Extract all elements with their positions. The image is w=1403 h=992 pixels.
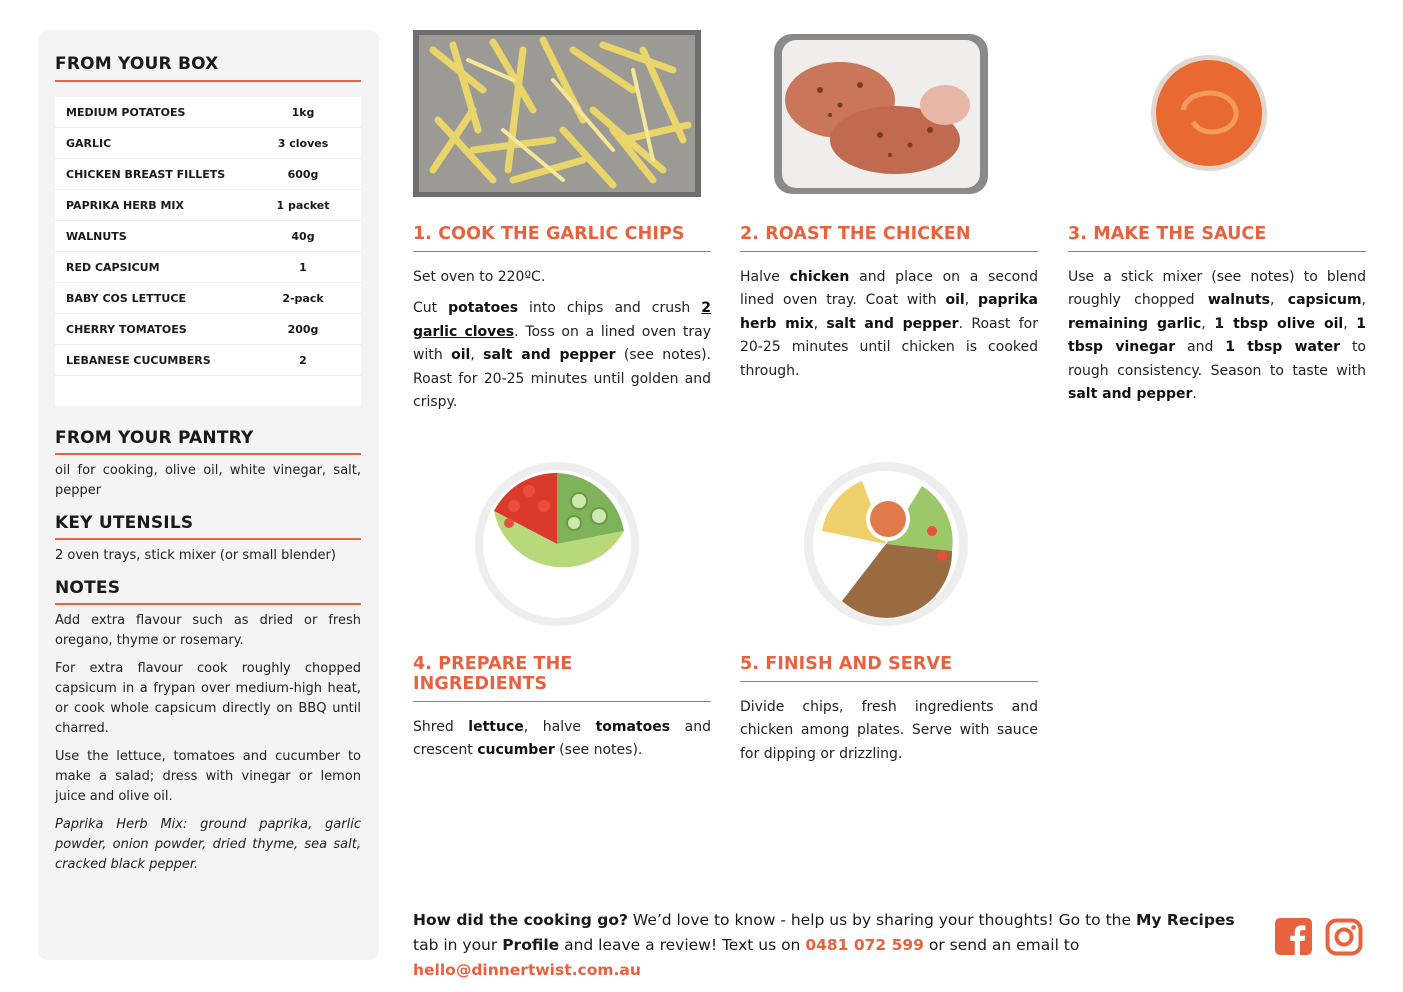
table-row [55,128,361,159]
text-run: Cut [413,300,449,317]
notes-heading: NOTES [55,578,361,605]
footer-text: tab in your [413,936,503,954]
phone-link[interactable]: 0481 072 599 [805,936,924,954]
table-spacer [55,376,361,406]
step-text [413,716,711,763]
feedback-footer [413,908,1263,983]
text-run: . Roast for 20-25 minutes until chicken is cooked through. [740,315,1038,379]
ingredient-highlight: walnuts [1207,292,1271,309]
table-row [55,252,361,283]
ingredient-name: WALNUTS [66,229,127,243]
step-prepare-ingredients [413,654,711,771]
table-row [55,283,361,314]
step-cook-garlic-chips [413,224,711,422]
ingredient-highlight: chicken [789,269,850,285]
pantry-text [55,461,361,501]
ingredients-sidebar [38,30,379,960]
step-make-sauce [1068,224,1366,414]
step-body [413,716,711,763]
salad-plate-photo [474,461,640,627]
instagram-icon[interactable] [1325,918,1363,956]
ingredient-highlight: tomatoes [595,719,671,735]
note-item: Paprika Herb Mix: ground paprika, garlic powder, onion powder, dried thyme, sea salt, cracked black pepper. [55,817,361,872]
ingredient-highlight: oil [451,347,471,364]
text-run: . Toss on a lined oven tray with [413,323,711,364]
text-run: Shred [413,719,469,735]
ingredient-qty: 2 [299,353,307,367]
step-title: 3. MAKE THE SAUCE [1068,224,1366,252]
step-text: Divide chips, fresh ingredients and chicken among plates. Serve with sauce for dipping or drizzling. [740,699,1038,762]
text-run: into chips and crush [518,300,702,317]
ingredient-highlight: capsicum [1287,292,1362,309]
finished-plate-photo [802,461,970,627]
text-run: , [813,315,827,332]
ingredient-qty: 1kg [291,105,315,119]
text-run: , halve [523,719,596,735]
text-run: and place on a second lined oven tray. Coat with [740,269,1038,309]
text-run: and [1175,339,1226,356]
text-run: , [1361,292,1366,309]
utensils-heading: KEY UTENSILS [55,513,361,540]
step-title: 4. PREPARE THE INGREDIENTS [413,654,711,702]
ingredient-highlight: 2 garlic cloves [413,300,711,340]
text-run: . [1192,386,1197,403]
facebook-icon[interactable] [1275,918,1312,955]
footer-question: How did the cooking go? [413,911,628,929]
step-text [413,297,711,414]
ingredient-qty: 3 cloves [277,136,329,150]
text-run: , [1343,315,1357,332]
ingredient-highlight: potatoes [448,300,519,317]
ingredient-name: RED CAPSICUM [66,260,160,274]
utensils-text [55,546,361,566]
ingredient-highlight: cucumber [477,742,555,759]
sauce-bowl-photo [1148,52,1270,174]
text-run: , [1201,315,1215,332]
notes-section [55,578,361,875]
ingredient-qty: 2-pack [282,291,324,305]
step-title: 5. FINISH AND SERVE [740,654,1038,682]
step-title: 2. ROAST THE CHICKEN [740,224,1038,252]
footer-text: We’d love to know - help us by sharing your thoughts! Go to the [627,911,1136,929]
note-item: Add extra flavour such as dried or fresh oregano, thyme or rosemary. [55,613,361,648]
text-run: , [964,292,979,309]
table-row [55,221,361,252]
ingredient-highlight: salt and pepper [483,347,616,364]
table-row [55,345,361,376]
roast-chicken-photo [770,30,992,197]
ingredient-name: GARLIC [66,136,112,150]
ingredient-name: BABY COS LETTUCE [66,291,186,305]
table-row [55,159,361,190]
text-run: to rough consistency. Season to taste with [1068,339,1366,379]
ingredient-highlight: 1 tbsp olive oil [1214,315,1344,332]
ingredient-highlight: oil [945,292,965,309]
step-title: 1. COOK THE GARLIC CHIPS [413,224,711,252]
ingredient-name: CHERRY TOMATOES [66,322,187,336]
ingredient-qty: 40g [291,229,315,243]
my-recipes-label: My Recipes [1135,911,1235,929]
ingredient-highlight: remaining garlic [1068,315,1202,332]
ingredient-highlight: paprika herb mix [740,292,1038,332]
note-item: For extra flavour cook roughly chopped capsicum in a frypan over medium-high heat, or cook whole capsicum directly on BBQ until charred. [55,661,361,736]
ingredient-name: MEDIUM POTATOES [66,105,186,119]
profile-label: Profile [502,936,560,954]
ingredient-highlight: salt and pepper [826,315,959,332]
table-row [55,314,361,345]
table-row [55,190,361,221]
step-text: Set oven to 220ºC. [413,269,546,285]
note-item: Use the lettuce, tomatoes and cucumber to make a salad; dress with vinegar or lemon juice and olive oil. [55,749,361,804]
step-body [413,266,711,414]
garlic-chips-photo [413,30,701,197]
text-run: , [1270,292,1288,309]
box-heading: FROM YOUR BOX [55,54,361,82]
ingredient-qty: 600g [287,167,319,181]
ingredient-highlight: lettuce [468,719,524,735]
step-body [740,266,1038,383]
ingredient-highlight: 1 tbsp water [1225,339,1341,356]
ingredient-qty: 1 [299,260,307,274]
table-row [55,97,361,128]
utensils-section [55,513,361,566]
step-body [1068,266,1366,406]
notes-text [55,611,361,875]
ingredient-highlight: salt and pepper [1068,386,1193,403]
pantry-heading: FROM YOUR PANTRY [55,428,361,455]
step-body [740,696,1038,766]
footer-text: or send an email to [923,936,1080,954]
ingredient-name: LEBANESE CUCUMBERS [66,353,211,367]
utensils-text-line: 2 oven trays, stick mixer (or small blender) [55,548,336,563]
step-text [1068,266,1366,406]
text-run: Use a stick mixer (see notes) to blend roughly chopped [1068,269,1366,309]
ingredient-qty: 1 packet [276,198,330,212]
email-link[interactable]: hello@dinnertwist.com.au [413,961,641,979]
ingredients-table [55,97,361,406]
ingredient-highlight: 1 tbsp vinegar [1068,315,1367,356]
ingredient-name: CHICKEN BREAST FILLETS [66,167,226,181]
step-roast-chicken [740,224,1038,391]
ingredient-name: PAPRIKA HERB MIX [66,198,184,212]
text-run: (see notes). Roast for 20-25 minutes until golden and crispy. [413,347,711,411]
step-finish-and-serve [740,654,1038,774]
pantry-text-line: oil for cooking, olive oil, white vinegar, salt, pepper [55,463,361,498]
footer-text: and leave a review! Text us on [559,936,806,954]
text-run: (see notes). [554,742,643,759]
text-run: and crescent [413,719,711,759]
text-run: Halve [740,269,790,285]
text-run: , [470,347,484,364]
step-text [740,266,1038,383]
ingredient-qty: 200g [287,322,319,336]
pantry-section [55,428,361,501]
